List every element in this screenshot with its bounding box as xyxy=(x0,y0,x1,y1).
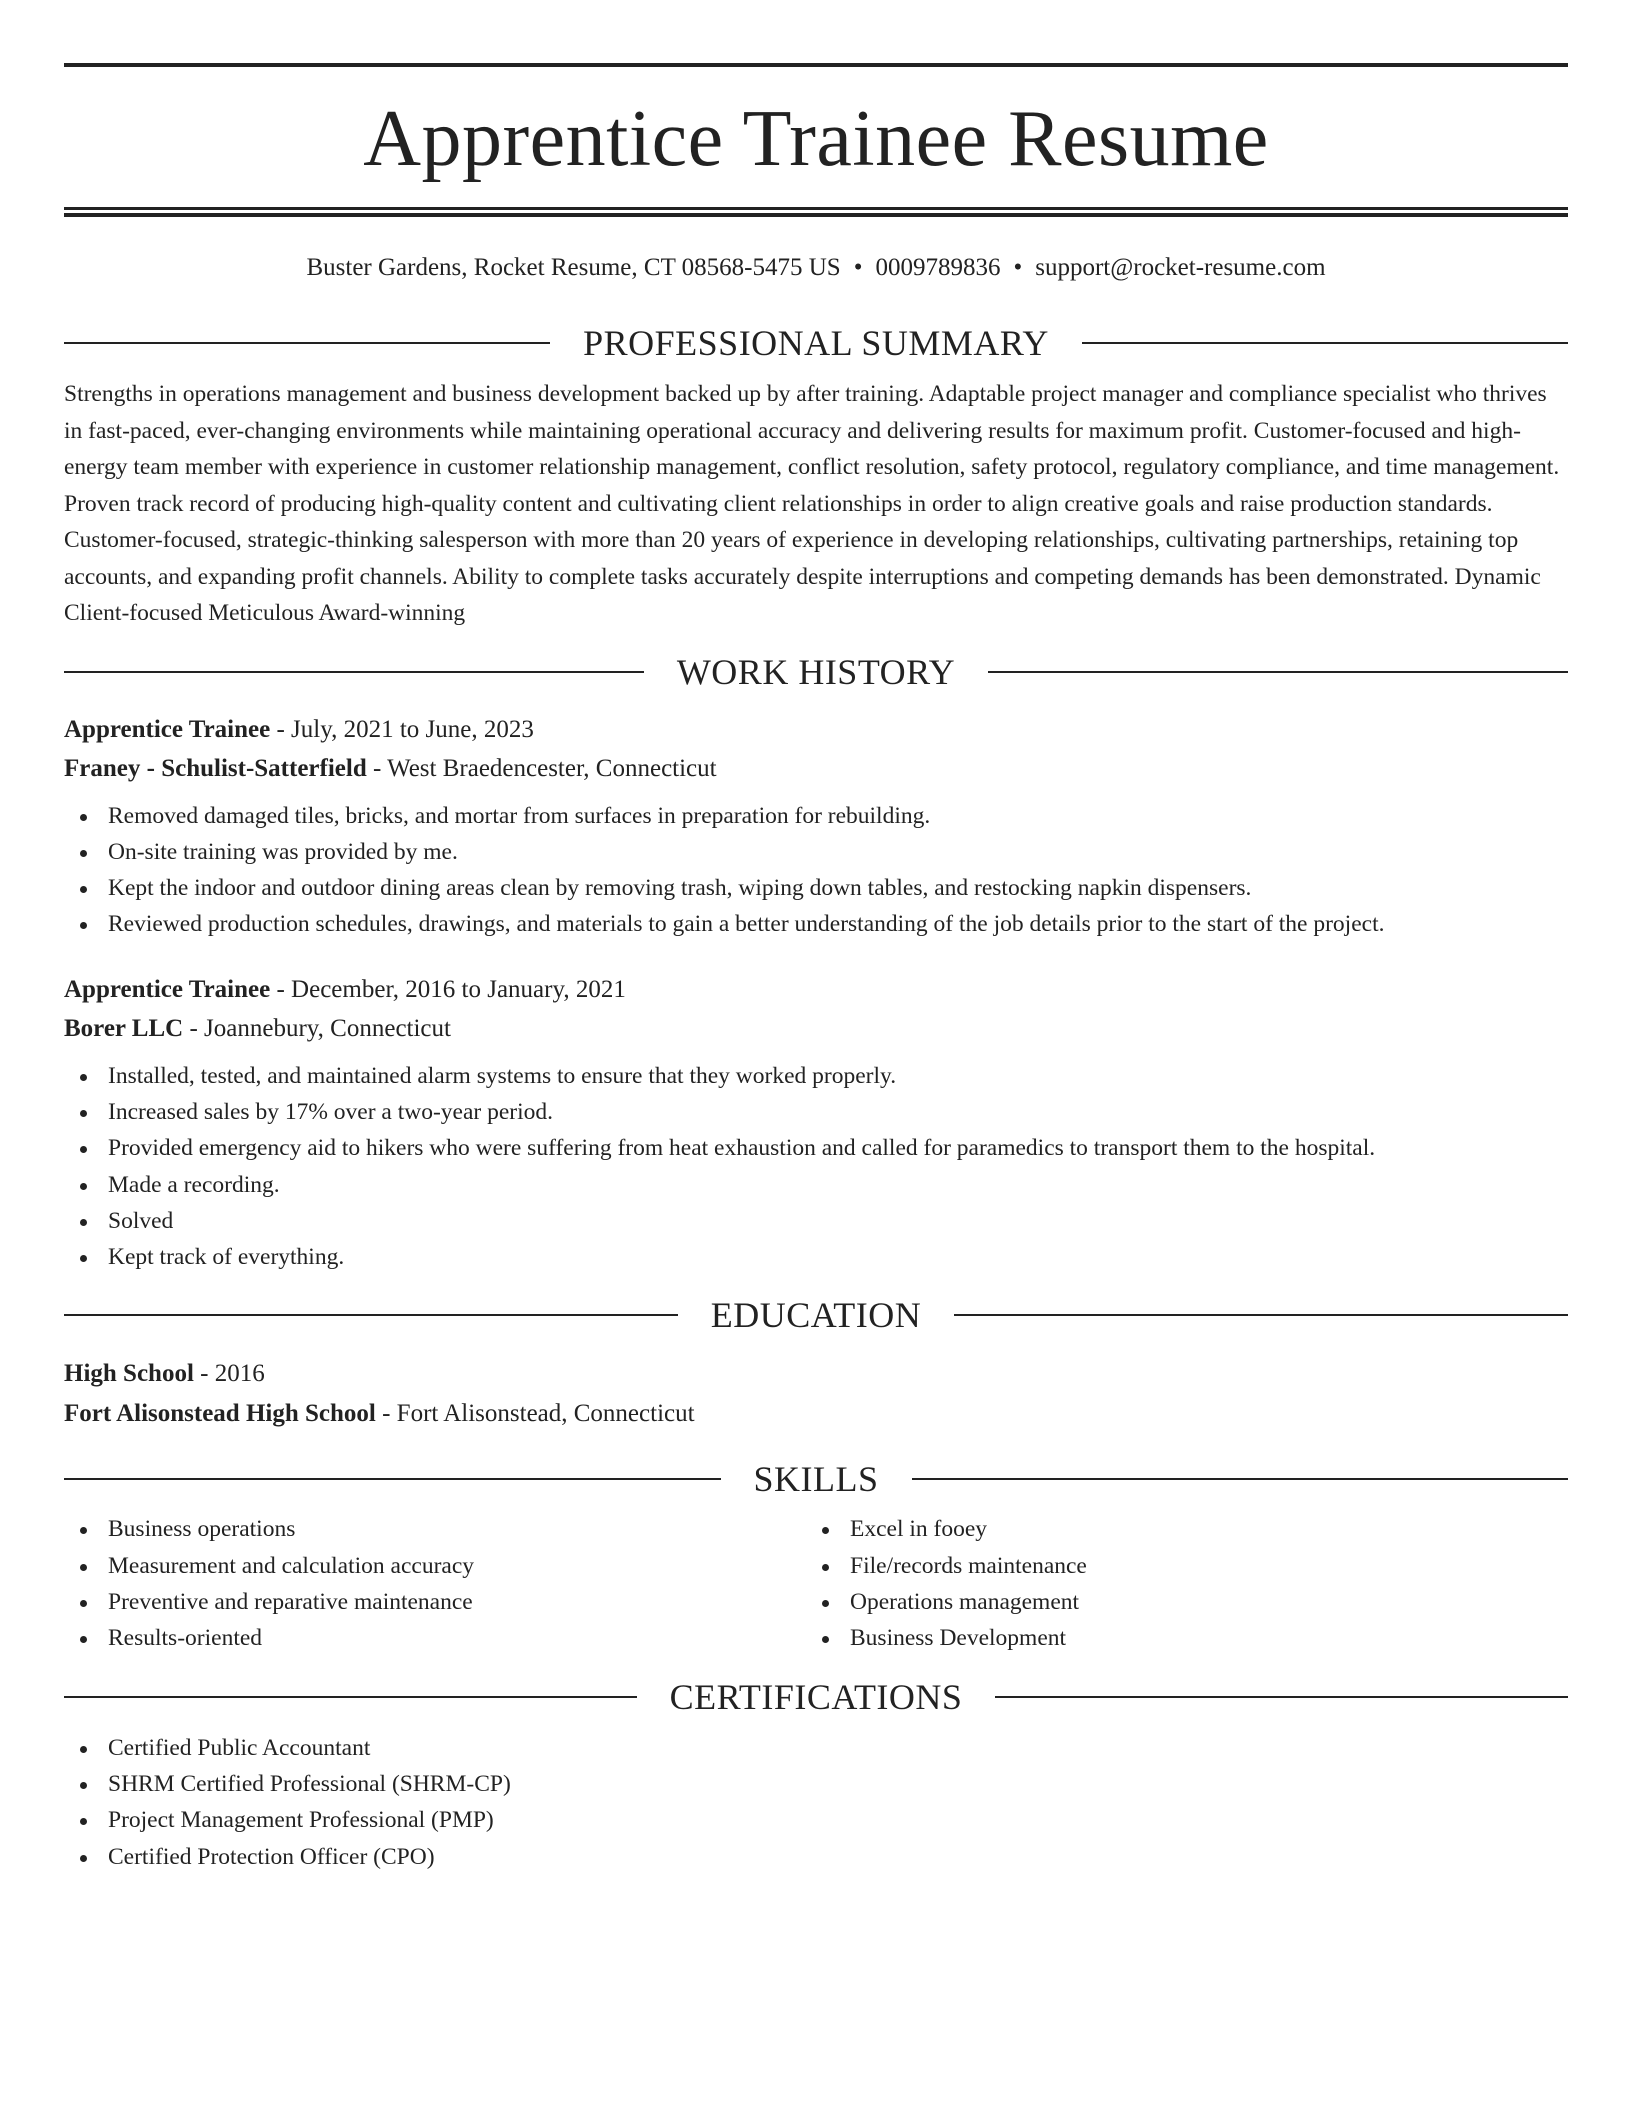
skill-item: Measurement and calculation accuracy xyxy=(64,1548,806,1584)
section-title: PROFESSIONAL SUMMARY xyxy=(583,323,1049,363)
resume-content xyxy=(64,0,1568,1875)
section-rule xyxy=(64,1696,637,1698)
section-rule xyxy=(64,342,550,344)
skill-item: Excel in fooey xyxy=(806,1511,1548,1547)
job-bullet: Installed, tested, and maintained alarm systems to ensure that they worked properly. xyxy=(64,1058,1568,1094)
job-bullet: On-site training was provided by me. xyxy=(64,834,1568,870)
job-dates: - December, 2016 to January, 2021 xyxy=(270,975,626,1003)
job-company-line xyxy=(64,1016,1568,1041)
job-title-line xyxy=(64,717,1568,742)
job-bullet: Provided emergency aid to hikers who were suffering from heat exhaustion and called for paramedics to transport them to the hospital. xyxy=(64,1130,1568,1166)
job-title-line xyxy=(64,977,1568,1002)
job-company: Borer LLC xyxy=(64,1014,184,1042)
job-dates: - July, 2021 to June, 2023 xyxy=(270,715,534,743)
skill-item: Operations management xyxy=(806,1584,1548,1620)
education-degree-line xyxy=(64,1361,1568,1386)
section-header-certifications xyxy=(64,1676,1568,1717)
job-entry xyxy=(64,977,1568,1276)
contact-separator: • xyxy=(1013,254,1023,281)
section-header-work xyxy=(64,651,1568,692)
skill-item: Business operations xyxy=(64,1511,806,1547)
education-year: - 2016 xyxy=(193,1360,265,1388)
certifications-list xyxy=(64,1730,1568,1875)
contact-separator: • xyxy=(853,254,863,281)
skills-list-right xyxy=(806,1511,1548,1656)
section-header-education xyxy=(64,1295,1568,1336)
job-bullet: Increased sales by 17% over a two-year period. xyxy=(64,1094,1568,1130)
job-company-line xyxy=(64,756,1568,781)
section-rule xyxy=(954,1314,1568,1316)
education-school-line xyxy=(64,1401,1568,1426)
section-header-summary xyxy=(64,325,1568,361)
section-rule xyxy=(1082,342,1568,344)
section-rule xyxy=(64,671,644,673)
section-title: EDUCATION xyxy=(710,1295,922,1336)
job-company: Franey - Schulist-Satterfield xyxy=(64,754,367,782)
job-bullet: Removed damaged tiles, bricks, and mortar from surfaces in preparation for rebuilding. xyxy=(64,798,1568,834)
job-location: - Joannebury, Connecticut xyxy=(183,1014,451,1042)
certification-item: Project Management Professional (PMP) xyxy=(64,1802,1568,1838)
certification-item: Certified Public Accountant xyxy=(64,1730,1568,1766)
certification-item: SHRM Certified Professional (SHRM-CP) xyxy=(64,1766,1568,1802)
section-rule xyxy=(64,1314,678,1316)
title-double-rule xyxy=(64,207,1568,217)
section-rule xyxy=(912,1478,1569,1480)
skill-item: Business Development xyxy=(806,1620,1548,1656)
skills-list-left xyxy=(64,1511,806,1656)
education-entry xyxy=(64,1361,1568,1426)
education-school: Fort Alisonstead High School xyxy=(64,1400,376,1428)
job-bullet: Made a recording. xyxy=(64,1167,1568,1203)
summary-text: Strengths in operations management and business development backed up by after training. Adaptable project manager and compliance specialist who thrives in fast-paced, ever-changing environments while maintaining operational accuracy and delivering results for maximum profit. Customer-focused and high-energy team member with experience in customer relationship management, conflict resolution, safety protocol, regulatory compliance, and time management. Proven track record of producing high-quality content and cultivating client relationships in order to align creative goals and raise production standards. Customer-focused, strategic-thinking salesperson with more than 20 years of experience in developing relationships, cultivating partnerships, retaining top accounts, and expanding profit channels. Ability to complete tasks accurately despite interruptions and competing demands has been demonstrated. Dynamic Client-focused Meticulous Award-winning xyxy=(64,381,1560,626)
job-bullet: Solved xyxy=(64,1203,1568,1239)
section-header-skills xyxy=(64,1459,1568,1500)
skill-item: Preventive and reparative maintenance xyxy=(64,1584,806,1620)
education-degree: High School xyxy=(64,1360,194,1388)
section-rule xyxy=(995,1696,1568,1698)
job-bullet: Kept the indoor and outdoor dining areas clean by removing trash, wiping down tables, and restocking napkin dispensers. xyxy=(64,870,1568,906)
skill-item: Results-oriented xyxy=(64,1620,806,1656)
contact-phone: 0009789836 xyxy=(875,254,1001,281)
section-title: SKILLS xyxy=(753,1459,879,1500)
section-rule xyxy=(988,671,1568,673)
contact-line xyxy=(64,255,1568,280)
section-title: CERTIFICATIONS xyxy=(669,1676,963,1717)
resume-title: Apprentice Trainee Resume xyxy=(363,95,1269,183)
job-bullet: Kept track of everything. xyxy=(64,1239,1568,1275)
contact-email: support@rocket-resume.com xyxy=(1035,254,1326,281)
certification-item: Certified Protection Officer (CPO) xyxy=(64,1839,1568,1875)
section-rule xyxy=(64,1478,721,1480)
job-entry xyxy=(64,717,1568,943)
job-location: - West Braedencester, Connecticut xyxy=(366,754,717,782)
job-bullet: Reviewed production schedules, drawings, and materials to gain a better understanding of the job details prior to the start of the project. xyxy=(64,906,1568,942)
job-title: Apprentice Trainee xyxy=(64,715,271,743)
job-title: Apprentice Trainee xyxy=(64,975,271,1003)
job-bullets xyxy=(64,1058,1568,1276)
section-title: WORK HISTORY xyxy=(676,651,956,692)
top-rule xyxy=(64,63,1568,67)
skill-item: File/records maintenance xyxy=(806,1548,1548,1584)
contact-address: Buster Gardens, Rocket Resume, CT 08568-5475 US xyxy=(306,254,841,281)
skills-columns xyxy=(64,1511,1568,1656)
education-location: - Fort Alisonstead, Connecticut xyxy=(375,1400,695,1428)
job-bullets xyxy=(64,798,1568,943)
